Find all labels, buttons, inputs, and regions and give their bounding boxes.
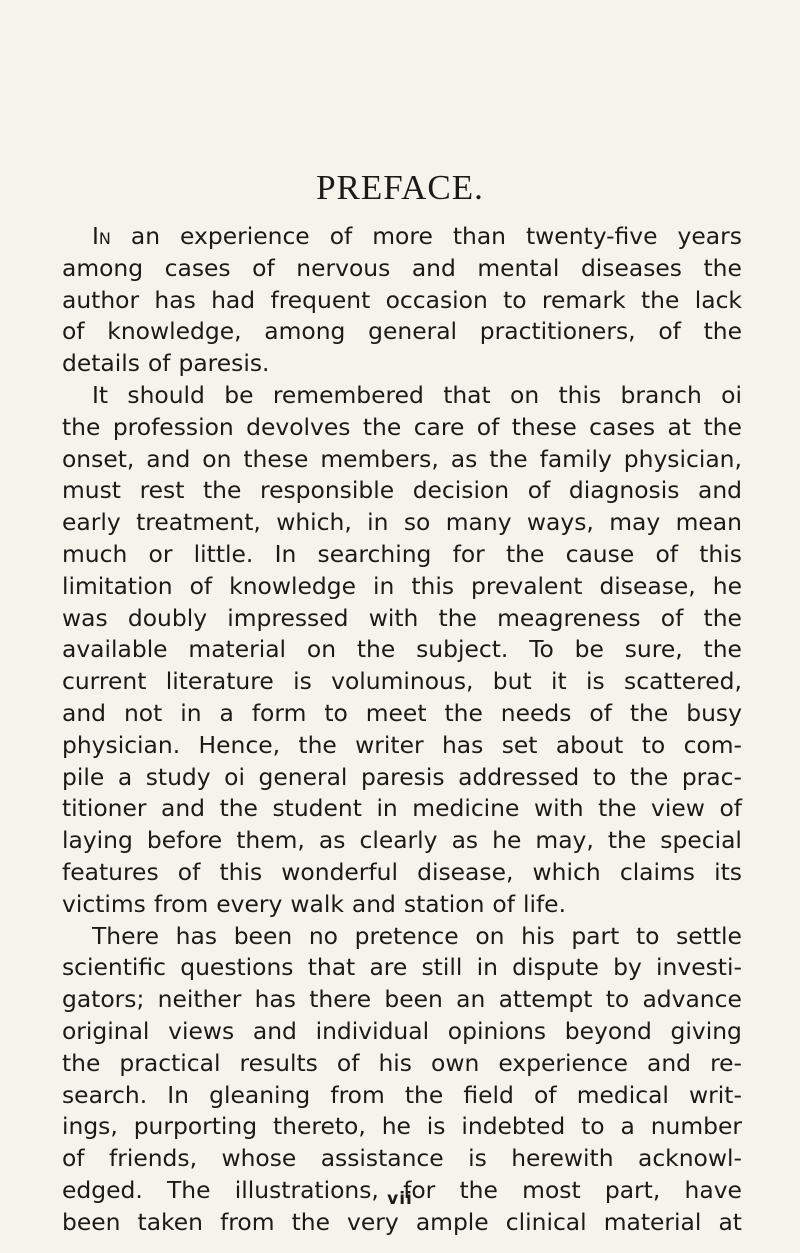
text-line: the profession devolves the care of these cases at the <box>62 412 742 441</box>
text-line: much or little. In searching for the cause of this <box>62 539 742 568</box>
text-line: and not in a form to meet the needs of the busy <box>62 698 742 727</box>
text-line: search. In gleaning from the field of medical writ- <box>62 1080 742 1109</box>
text-line: It should be remembered that on this branch oi <box>92 380 742 409</box>
text-line: available material on the subject. To be sure, the <box>62 635 742 664</box>
text-line: been taken from the very ample clinical material at <box>62 1207 742 1236</box>
text-line: There has been no pretence on his part to settle <box>92 921 742 950</box>
text-line: In an experience of more than twenty-five years <box>92 222 742 250</box>
text-line: early treatment, which, in so many ways, may mean <box>62 508 742 537</box>
text-line: scientific questions that are still in dispute by investi- <box>62 953 742 982</box>
text-line: must rest the responsible decision of diagnosis and <box>62 476 742 505</box>
text-line: author has had frequent occasion to remark the lack <box>62 285 742 314</box>
text-line: current literature is voluminous, but it is scattered, <box>62 667 742 696</box>
text-line: the practical results of his own experience and re- <box>62 1048 742 1077</box>
text-line: among cases of nervous and mental diseases the <box>62 253 742 282</box>
preface-text <box>62 221 742 1239</box>
page-number: vii <box>387 1189 413 1209</box>
text-line: victims from every walk and station of life. <box>62 889 567 918</box>
text-line: features of this wonderful disease, which claims its <box>62 857 742 886</box>
text-line: limitation of knowledge in this prevalent disease, he <box>62 571 742 600</box>
text-line: edged. The illustrations, for the most part, have <box>62 1175 742 1204</box>
text-line: of knowledge, among general practitioners, of the <box>62 317 742 346</box>
page-title: PREFACE. <box>316 168 484 207</box>
text-line: was doubly impressed with the meagreness of the <box>62 603 742 632</box>
text-line: onset, and on these members, as the family physician, <box>62 444 742 473</box>
text-line: ings, purporting thereto, he is indebted to a number <box>62 1112 742 1141</box>
text-line: titioner and the student in medicine with the view of <box>62 794 742 823</box>
text-line: of friends, whose assistance is herewith acknowl- <box>62 1144 742 1173</box>
text-line: original views and individual opinions beyond giving <box>62 1016 742 1045</box>
text-line: pile a study oi general paresis addressed to the prac- <box>62 762 742 791</box>
text-line: laying before them, as clearly as he may, the special <box>62 826 742 855</box>
text-line: details of paresis. <box>62 349 270 378</box>
text-line: gators; neither has there been an attempt to advance <box>62 985 742 1014</box>
text-line: physician. Hence, the writer has set about to com- <box>62 730 742 759</box>
